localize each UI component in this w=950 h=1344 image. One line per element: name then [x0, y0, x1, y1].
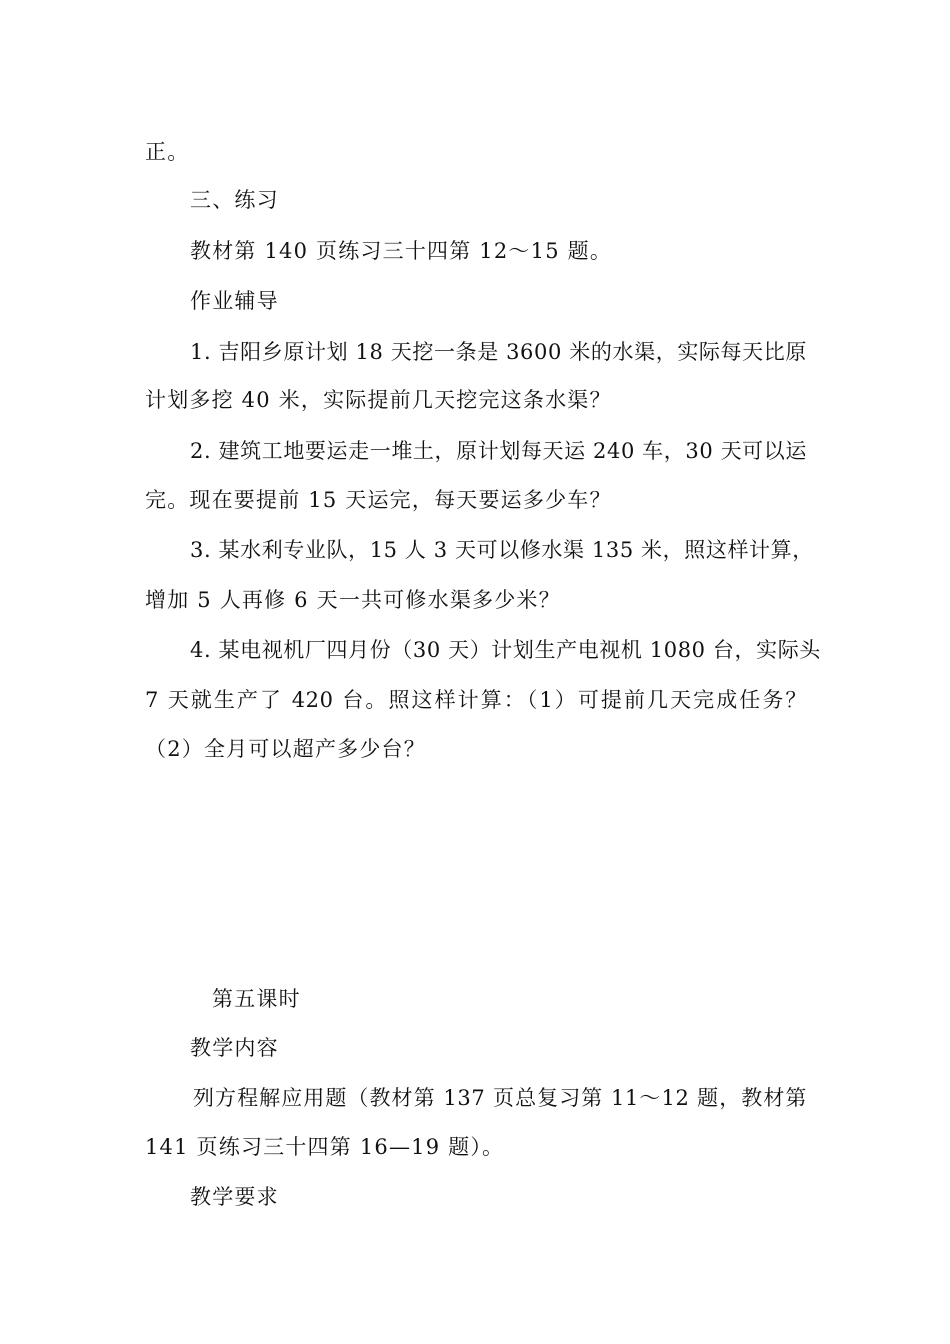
- problem-4-line-2: 7 天就生产了 420 台。照这样计算：（1）可提前几天完成任务？: [145, 688, 807, 712]
- problem-4-line-1: 4. 某电视机厂四月份（30 天）计划生产电视机 1080 台，实际头: [190, 638, 821, 662]
- teaching-content-line-1: 列方程解应用题（教材第 137 页总复习第 11～12 题，教材第: [193, 1086, 807, 1110]
- teaching-content-heading: 教学内容: [190, 1036, 279, 1060]
- teaching-requirements-heading: 教学要求: [190, 1185, 279, 1209]
- problem-3-line-2: 增加 5 人再修 6 天一共可修水渠多少米？: [145, 588, 561, 612]
- teaching-content-line-2: 141 页练习三十四第 16—19 题）。: [145, 1135, 505, 1159]
- problem-1-line-2: 计划多挖 40 米，实际提前几天挖完这条水渠？: [145, 388, 612, 412]
- problem-3-line-1: 3. 某水利专业队，15 人 3 天可以修水渠 135 米，照这样计算，: [190, 538, 814, 562]
- problem-2-line-1: 2. 建筑工地要运走一堆土，原计划每天运 240 车，30 天可以运: [190, 439, 807, 463]
- text-line-continuation: 正。: [145, 140, 190, 164]
- lesson-title: 第五课时: [212, 987, 301, 1011]
- practice-reference: 教材第 140 页练习三十四第 12～15 题。: [190, 239, 613, 263]
- problem-1-line-1: 1. 吉阳乡原计划 18 天挖一条是 3600 米的水渠，实际每天比原: [190, 340, 807, 364]
- problem-2-line-2: 完。现在要提前 15 天运完，每天要运多少车？: [145, 488, 612, 512]
- section-heading-practice: 三、练习: [190, 188, 279, 212]
- problem-4-line-3: （2）全月可以超产多少台？: [145, 737, 426, 761]
- homework-heading: 作业辅导: [190, 289, 279, 313]
